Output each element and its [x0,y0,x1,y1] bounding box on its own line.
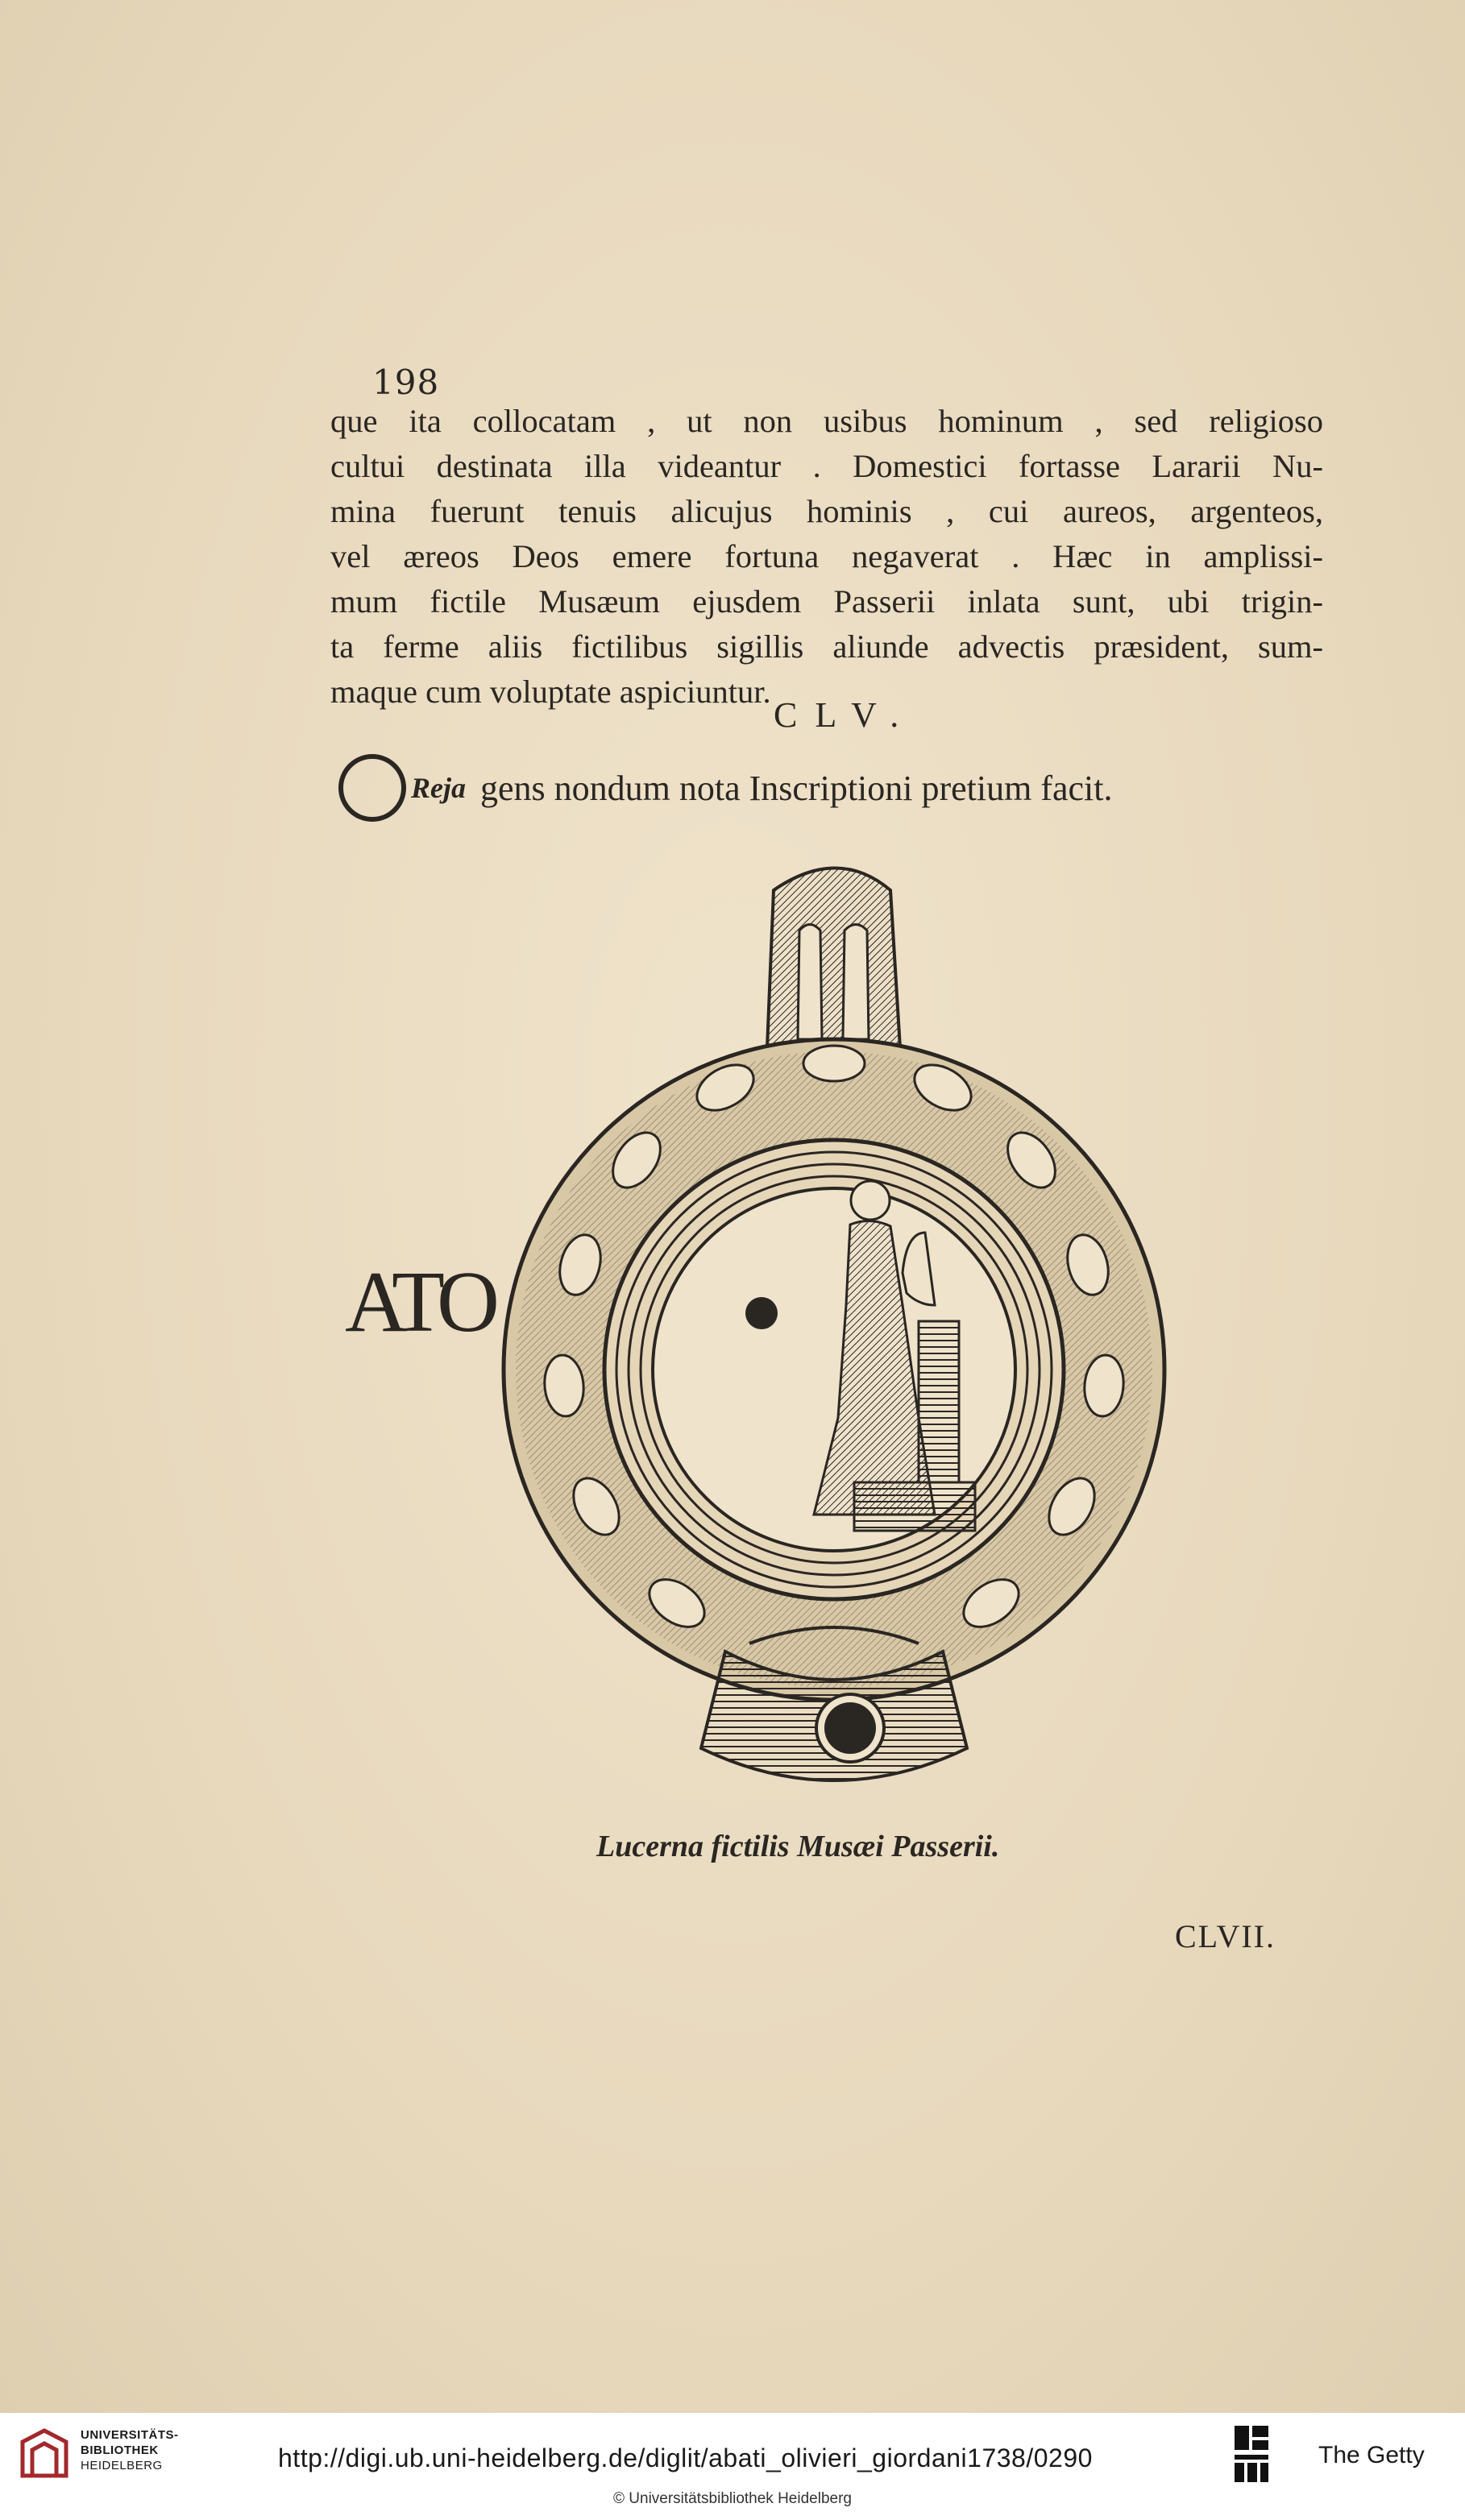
institution-line-1: UNIVERSITÄTS- [81,2428,179,2442]
inscription-initial-o [338,754,406,822]
body-text [330,399,1323,715]
section-heading: CLV. [774,695,917,735]
copyright-notice: © Universitätsbibliothek Heidelberg [613,2490,852,2507]
stamp-letters: ATO [345,1254,494,1350]
body-line: que ita collocatam , ut non usibus hominum , sed religioso [330,403,1323,439]
body-line: vel æreos Deos emere fortuna negaverat . Hæc in amplissi- [330,538,1323,574]
footer-bar [0,2413,1465,2520]
body-line: mum fictile Musæum ejusdem Passerii inlata sunt, ubi trigin- [330,583,1323,620]
body-line: ta ferme aliis fictilibus sigillis aliunde advectis præsident, sum- [330,628,1323,665]
institution-line-3: HEIDELBERG [81,2459,163,2472]
body-line: maque cum voluptate aspiciuntur. [330,674,771,710]
getty-logo-icon [1233,2424,1270,2484]
partner-name: The Getty [1318,2442,1425,2468]
body-line: cultui destinata illa videantur . Domestici fortasse Lararii Nu- [330,448,1323,484]
oil-lamp-engraving [483,854,1193,1805]
institution-name [81,2427,179,2473]
body-line: mina fuerunt tenuis alicujus hominis , cui aureos, argenteos, [330,493,1323,529]
figure-caption: Lucerna fictilis Musæi Passerii. [596,1830,1000,1863]
catchword: CLVII. [1175,1918,1276,1954]
page-url[interactable]: http://digi.ub.uni-heidelberg.de/diglit/abati_olivieri_giordani1738/0290 [278,2443,1093,2472]
university-library-logo-icon [16,2426,73,2482]
page-number: 198 [372,363,440,402]
inscription-line [338,754,1113,822]
inscription-reja: Reja [411,772,466,804]
institution-line-2: BIBLIOTHEK [81,2443,159,2457]
inscription-text: gens nondum nota Inscriptioni pretium facit. [480,768,1113,808]
